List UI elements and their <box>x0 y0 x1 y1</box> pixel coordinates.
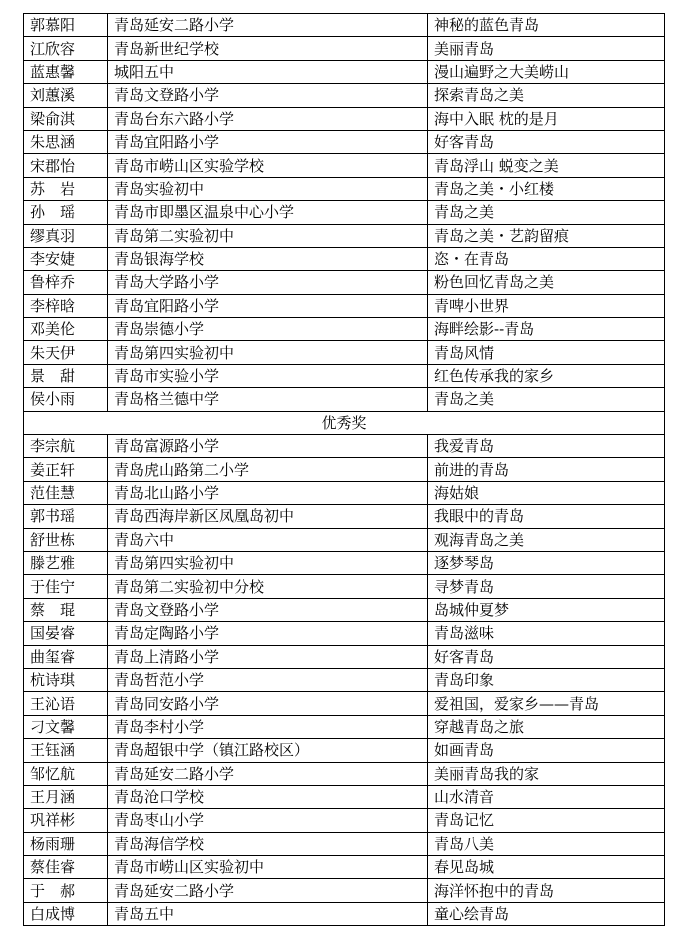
school-name-cell: 青岛市崂山区实验学校 <box>108 154 428 177</box>
table-row <box>24 528 665 551</box>
table-row <box>24 622 665 645</box>
table-row <box>24 294 665 317</box>
school-name-cell: 青岛超银中学（镇江路校区） <box>108 739 428 762</box>
artwork-title-cell: 爱祖国，爱家乡——青岛 <box>428 692 665 715</box>
table-row <box>24 364 665 387</box>
school-name-cell: 青岛海信学校 <box>108 832 428 855</box>
artwork-title-cell: 青岛之美 <box>428 388 665 411</box>
table-row <box>24 271 665 294</box>
artwork-title-cell: 粉色回忆青岛之美 <box>428 271 665 294</box>
artwork-title-cell: 青岛之美 <box>428 201 665 224</box>
artwork-title-cell: 春见岛城 <box>428 856 665 879</box>
table-row <box>24 902 665 925</box>
school-name-cell: 青岛第四实验初中 <box>108 341 428 364</box>
artwork-title-cell: 海姑娘 <box>428 481 665 504</box>
school-name-cell: 青岛延安二路小学 <box>108 879 428 902</box>
artwork-title-cell: 青岛之美・艺韵留痕 <box>428 224 665 247</box>
school-name-cell: 青岛第二实验初中分校 <box>108 575 428 598</box>
student-name-cell: 侯小雨 <box>24 388 108 411</box>
artwork-title-cell: 观海青岛之美 <box>428 528 665 551</box>
school-name-cell: 青岛市实验小学 <box>108 364 428 387</box>
student-name-cell: 王沁语 <box>24 692 108 715</box>
table-row <box>24 715 665 738</box>
table-row <box>24 668 665 691</box>
artwork-title-cell: 童心绘青岛 <box>428 902 665 925</box>
artwork-title-cell: 青岛之美・小红楼 <box>428 177 665 200</box>
school-name-cell: 青岛第四实验初中 <box>108 551 428 574</box>
table-row <box>24 692 665 715</box>
table-row <box>24 154 665 177</box>
school-name-cell: 青岛五中 <box>108 902 428 925</box>
table-row <box>24 645 665 668</box>
artwork-title-cell: 如画青岛 <box>428 739 665 762</box>
artwork-title-cell: 美丽青岛我的家 <box>428 762 665 785</box>
school-name-cell: 青岛沧口学校 <box>108 785 428 808</box>
table-row <box>24 14 665 37</box>
school-name-cell: 青岛第二实验初中 <box>108 224 428 247</box>
student-name-cell: 孙 瑶 <box>24 201 108 224</box>
table-row <box>24 505 665 528</box>
school-name-cell: 青岛大学路小学 <box>108 271 428 294</box>
table-row <box>24 598 665 621</box>
school-name-cell: 青岛枣山小学 <box>108 809 428 832</box>
student-name-cell: 蓝惠馨 <box>24 60 108 83</box>
artwork-title-cell: 好客青岛 <box>428 130 665 153</box>
student-name-cell: 舒世栋 <box>24 528 108 551</box>
school-name-cell: 青岛实验初中 <box>108 177 428 200</box>
artwork-title-cell: 红色传承我的家乡 <box>428 364 665 387</box>
table-row <box>24 481 665 504</box>
school-name-cell: 青岛市即墨区温泉中心小学 <box>108 201 428 224</box>
school-name-cell: 青岛延安二路小学 <box>108 762 428 785</box>
school-name-cell: 青岛市崂山区实验初中 <box>108 856 428 879</box>
artwork-title-cell: 青岛印象 <box>428 668 665 691</box>
artwork-title-cell: 好客青岛 <box>428 645 665 668</box>
student-name-cell: 李梓晗 <box>24 294 108 317</box>
table-row <box>24 224 665 247</box>
artwork-title-cell: 海洋怀抱中的青岛 <box>428 879 665 902</box>
artwork-title-cell: 美丽青岛 <box>428 37 665 60</box>
school-name-cell: 青岛哲范小学 <box>108 668 428 691</box>
table-row <box>24 551 665 574</box>
school-name-cell: 青岛宜阳路小学 <box>108 130 428 153</box>
artwork-title-cell: 穿越青岛之旅 <box>428 715 665 738</box>
artwork-title-cell: 青岛风情 <box>428 341 665 364</box>
table-row <box>24 785 665 808</box>
student-name-cell: 杨雨珊 <box>24 832 108 855</box>
student-name-cell: 朱天伊 <box>24 341 108 364</box>
artwork-title-cell: 恣・在青岛 <box>428 247 665 270</box>
school-name-cell: 青岛上清路小学 <box>108 645 428 668</box>
school-name-cell: 青岛六中 <box>108 528 428 551</box>
table-row <box>24 856 665 879</box>
student-name-cell: 缪真羽 <box>24 224 108 247</box>
table-row <box>24 341 665 364</box>
student-name-cell: 李安婕 <box>24 247 108 270</box>
artwork-title-cell: 我眼中的青岛 <box>428 505 665 528</box>
school-name-cell: 青岛富源路小学 <box>108 435 428 458</box>
school-name-cell: 青岛虎山路第二小学 <box>108 458 428 481</box>
student-name-cell: 滕艺雅 <box>24 551 108 574</box>
school-name-cell: 青岛新世纪学校 <box>108 37 428 60</box>
artwork-title-cell: 神秘的蓝色青岛 <box>428 14 665 37</box>
student-name-cell: 于 郝 <box>24 879 108 902</box>
table-row <box>24 318 665 341</box>
school-name-cell: 青岛台东六路小学 <box>108 107 428 130</box>
student-name-cell: 郭书瑶 <box>24 505 108 528</box>
artwork-title-cell: 山水清音 <box>428 785 665 808</box>
artwork-title-cell: 我爱青岛 <box>428 435 665 458</box>
artwork-title-cell: 青岛八美 <box>428 832 665 855</box>
table-row <box>24 435 665 458</box>
table-row <box>24 201 665 224</box>
school-name-cell: 青岛定陶路小学 <box>108 622 428 645</box>
table-row <box>24 388 665 411</box>
artwork-title-cell: 岛城仲夏梦 <box>428 598 665 621</box>
student-name-cell: 刁文馨 <box>24 715 108 738</box>
table-row <box>24 879 665 902</box>
student-name-cell: 巩祥彬 <box>24 809 108 832</box>
table-row <box>24 177 665 200</box>
table-row <box>24 107 665 130</box>
school-name-cell: 青岛文登路小学 <box>108 84 428 107</box>
student-name-cell: 曲玺睿 <box>24 645 108 668</box>
student-name-cell: 于佳宁 <box>24 575 108 598</box>
student-name-cell: 姜正轩 <box>24 458 108 481</box>
artwork-title-cell: 探索青岛之美 <box>428 84 665 107</box>
table-row <box>24 130 665 153</box>
artwork-title-cell: 青啤小世界 <box>428 294 665 317</box>
table-row <box>24 739 665 762</box>
school-name-cell: 青岛宜阳路小学 <box>108 294 428 317</box>
school-name-cell: 城阳五中 <box>108 60 428 83</box>
award-table <box>23 13 665 926</box>
student-name-cell: 蔡 琨 <box>24 598 108 621</box>
school-name-cell: 青岛崇德小学 <box>108 318 428 341</box>
student-name-cell: 王月涵 <box>24 785 108 808</box>
student-name-cell: 刘蕙溪 <box>24 84 108 107</box>
student-name-cell: 梁俞淇 <box>24 107 108 130</box>
artwork-title-cell: 青岛滋味 <box>428 622 665 645</box>
school-name-cell: 青岛格兰德中学 <box>108 388 428 411</box>
school-name-cell: 青岛同安路小学 <box>108 692 428 715</box>
artwork-title-cell: 漫山遍野之大美崂山 <box>428 60 665 83</box>
table-row <box>24 762 665 785</box>
artwork-title-cell: 青岛记忆 <box>428 809 665 832</box>
section-header-row <box>24 411 665 434</box>
school-name-cell: 青岛文登路小学 <box>108 598 428 621</box>
artwork-title-cell: 海中入眠 枕的是月 <box>428 107 665 130</box>
artwork-title-cell: 青岛浮山 蜕变之美 <box>428 154 665 177</box>
student-name-cell: 宋郡怡 <box>24 154 108 177</box>
school-name-cell: 青岛李村小学 <box>108 715 428 738</box>
student-name-cell: 国晏睿 <box>24 622 108 645</box>
student-name-cell: 蔡佳睿 <box>24 856 108 879</box>
artwork-title-cell: 寻梦青岛 <box>428 575 665 598</box>
student-name-cell: 杭诗琪 <box>24 668 108 691</box>
table-row <box>24 247 665 270</box>
table-row <box>24 37 665 60</box>
school-name-cell: 青岛北山路小学 <box>108 481 428 504</box>
table-row <box>24 458 665 481</box>
artwork-title-cell: 逐梦琴岛 <box>428 551 665 574</box>
student-name-cell: 郭慕阳 <box>24 14 108 37</box>
award-table-body <box>24 14 665 926</box>
student-name-cell: 邹忆航 <box>24 762 108 785</box>
table-row <box>24 832 665 855</box>
table-row <box>24 84 665 107</box>
student-name-cell: 苏 岩 <box>24 177 108 200</box>
school-name-cell: 青岛西海岸新区凤凰岛初中 <box>108 505 428 528</box>
school-name-cell: 青岛延安二路小学 <box>108 14 428 37</box>
student-name-cell: 景 甜 <box>24 364 108 387</box>
school-name-cell: 青岛银海学校 <box>108 247 428 270</box>
artwork-title-cell: 海畔绘影--青岛 <box>428 318 665 341</box>
student-name-cell: 王钰涵 <box>24 739 108 762</box>
student-name-cell: 朱思涵 <box>24 130 108 153</box>
student-name-cell: 白成博 <box>24 902 108 925</box>
table-row <box>24 60 665 83</box>
section-title: 优秀奖 <box>24 411 665 434</box>
student-name-cell: 邓美伦 <box>24 318 108 341</box>
student-name-cell: 范佳慧 <box>24 481 108 504</box>
student-name-cell: 鲁梓乔 <box>24 271 108 294</box>
student-name-cell: 江欣容 <box>24 37 108 60</box>
table-row <box>24 575 665 598</box>
artwork-title-cell: 前进的青岛 <box>428 458 665 481</box>
student-name-cell: 李宗航 <box>24 435 108 458</box>
table-row <box>24 809 665 832</box>
